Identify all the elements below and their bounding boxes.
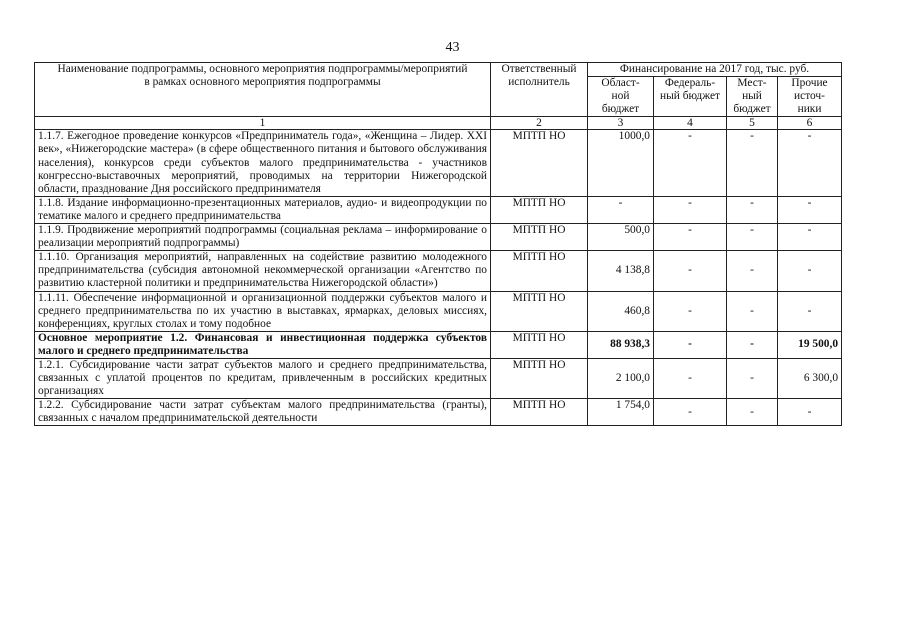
row-local: - [727, 251, 778, 291]
row-local: - [727, 358, 778, 398]
row-federal: - [654, 291, 727, 331]
table-header-row [35, 63, 842, 77]
table-row [35, 130, 842, 196]
col-number: 1 [35, 117, 491, 130]
row-local: - [727, 331, 778, 358]
table-row [35, 196, 842, 223]
row-local: - [727, 196, 778, 223]
header-other-sources: Прочие источ- ники [778, 77, 842, 117]
row-regional: - [588, 196, 654, 223]
row-other: - [778, 291, 842, 331]
page-number: 43 [445, 40, 460, 55]
row-other: 19 500,0 [778, 331, 842, 358]
row-regional: 460,8 [588, 291, 654, 331]
header-federal-budget: Федераль- ный бюджет [654, 77, 727, 117]
row-regional: 1000,0 [588, 130, 654, 196]
row-federal: - [654, 399, 727, 426]
col-number: 4 [654, 117, 727, 130]
row-regional: 4 138,8 [588, 251, 654, 291]
table-row [35, 251, 842, 291]
header-local-budget: Мест- ный бюджет [727, 77, 778, 117]
row-regional: 2 100,0 [588, 358, 654, 398]
row-name: 1.1.9. Продвижение мероприятий подпрограммы (социальная реклама – информирование о реализации мероприятий подпрограммы) [35, 224, 491, 251]
table-row [35, 224, 842, 251]
row-other: - [778, 399, 842, 426]
header-regional-budget: Област- ной бюджет [588, 77, 654, 117]
row-federal: - [654, 224, 727, 251]
row-local: - [727, 291, 778, 331]
row-federal: - [654, 130, 727, 196]
row-other: 6 300,0 [778, 358, 842, 398]
row-name: 1.1.11. Обеспечение информационной и организационной поддержки субъектов малого и среднего предпринимательства по их участию в выставках, ярмарках, деловых миссиях, конференциях, круглых столах и тому подобное [35, 291, 491, 331]
row-executor: МПТП НО [491, 358, 588, 398]
row-name: 1.1.7. Ежегодное проведение конкурсов «Предприниматель года», «Женщина – Лидер. XXI век», «Нижегородские мастера» (в сфере общественного питания и бытового обслуживания населения), конкурсов среди субъектов малого предпринимательства - участников конгрессно-выставочных мероприятий, проводимых на территории Нижегородской области, празднование Дня российского предпринимателя [35, 130, 491, 196]
row-executor: МПТП НО [491, 130, 588, 196]
row-name: Основное мероприятие 1.2. Финансовая и инвестиционная поддержка субъектов малого и среднего предпринимательства [35, 331, 491, 358]
row-name: 1.2.1. Субсидирование части затрат субъектов малого и среднего предпринимательства, связанных с уплатой процентов по кредитам, привлеченным в российских кредитных организациях [35, 358, 491, 398]
row-federal: - [654, 251, 727, 291]
row-local: - [727, 399, 778, 426]
table-row [35, 358, 842, 398]
header-executor-column: Ответственный исполнитель [491, 63, 588, 117]
row-other: - [778, 224, 842, 251]
row-regional: 500,0 [588, 224, 654, 251]
row-regional: 1 754,0 [588, 399, 654, 426]
table-row-main-activity [35, 331, 842, 358]
row-executor: МПТП НО [491, 399, 588, 426]
row-executor: МПТП НО [491, 251, 588, 291]
header-name-column: Наименование подпрограммы, основного мероприятия подпрограммы/мероприятий в рамках основного мероприятия подпрограммы [35, 63, 491, 117]
row-other: - [778, 130, 842, 196]
col-number: 3 [588, 117, 654, 130]
row-local: - [727, 130, 778, 196]
row-federal: - [654, 196, 727, 223]
row-other: - [778, 196, 842, 223]
row-executor: МПТП НО [491, 196, 588, 223]
table-row [35, 291, 842, 331]
col-number: 2 [491, 117, 588, 130]
row-executor: МПТП НО [491, 331, 588, 358]
financing-table [34, 62, 842, 426]
row-name: 1.2.2. Субсидирование части затрат субъектам малого предпринимательства (гранты), связанных с началом предпринимательской деятельности [35, 399, 491, 426]
row-name: 1.1.10. Организация мероприятий, направленных на содействие развитию молодежного предпринимательства (субсидия автономной некоммерческой организации «Агентство по развитию кластерной политики и предпринимательства Нижегородской области») [35, 251, 491, 291]
row-local: - [727, 224, 778, 251]
row-name: 1.1.8. Издание информационно-презентационных материалов, аудио- и видеопродукции по тематике малого и среднего предпринимательства [35, 196, 491, 223]
table-row [35, 399, 842, 426]
row-other: - [778, 251, 842, 291]
column-numbers-row [35, 117, 842, 130]
row-executor: МПТП НО [491, 291, 588, 331]
row-regional: 88 938,3 [588, 331, 654, 358]
col-number: 5 [727, 117, 778, 130]
col-number: 6 [778, 117, 842, 130]
header-financing-group: Финансирование на 2017 год, тыс. руб. [588, 63, 842, 77]
row-executor: МПТП НО [491, 224, 588, 251]
row-federal: - [654, 331, 727, 358]
row-federal: - [654, 358, 727, 398]
